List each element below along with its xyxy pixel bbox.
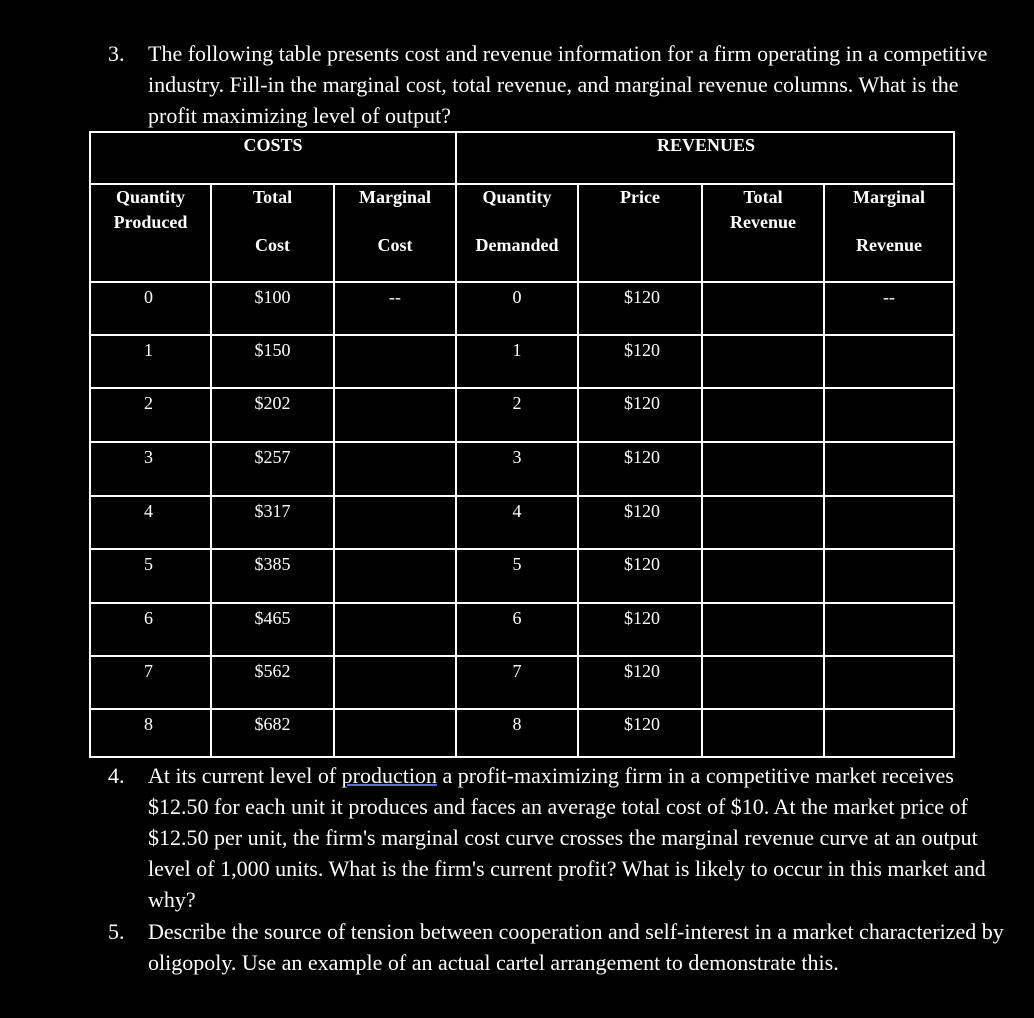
table-cell-tc: $100 [254, 287, 291, 307]
table-cell-mc: -- [389, 287, 401, 307]
table-cell-qp: 6 [144, 608, 153, 628]
table-cell-qd: 0 [512, 287, 522, 307]
header-marginal-cost: Marginal Cost [359, 187, 431, 255]
table-cell-price: $120 [624, 608, 660, 628]
table-cell-qd: 4 [512, 501, 522, 521]
header-quantity-produced: Quantity Produced [113, 187, 188, 232]
grid-line [823, 183, 825, 756]
header-price: Price [620, 187, 660, 207]
grid-line [333, 183, 335, 756]
spellcheck-underlined-word: production [341, 763, 437, 788]
table-cell-qd: 6 [512, 608, 522, 628]
header-quantity-demanded: Quantity Demanded [475, 187, 559, 255]
table-cell-mr: -- [883, 287, 895, 307]
table-cell-price: $120 [624, 393, 660, 413]
table-cell-qp: 0 [144, 287, 153, 307]
table-cell-price: $120 [624, 287, 660, 307]
table-cell-tc: $385 [254, 554, 291, 574]
table-cell-price: $120 [624, 447, 660, 467]
question-5 [108, 916, 1008, 978]
grid-line [577, 183, 579, 756]
question-3-text: The following table presents cost and revenue information for a firm operating in a competitive industry. Fill-in the marginal cost, total revenue, and marginal revenue columns. What is the profit maximizing level of output? [148, 41, 988, 128]
table-cell-tc: $150 [254, 340, 291, 360]
question-4-number: 4. [108, 763, 125, 788]
question-4-text: At its current level of production a profit-maximizing firm in a competitive market receives $12.50 for each unit it produces and faces an average total cost of $10. At the market price of $12.50 per unit, the firm's marginal cost curve crosses the marginal revenue curve at an output level of 1,000 units. What is the firm's current profit? What is likely to occur in this market and why? [148, 763, 986, 912]
question-3-number: 3. [108, 41, 125, 66]
table-cell-qd: 1 [512, 340, 522, 360]
table-cell-qd: 5 [512, 554, 522, 574]
table-cell-qp: 8 [144, 714, 153, 734]
table-cell-qd: 2 [512, 393, 522, 413]
question-3 [108, 38, 1008, 131]
table-cell-qp: 3 [144, 447, 153, 467]
question-5-number: 5. [108, 919, 125, 944]
table-cell-qd: 7 [512, 661, 522, 681]
table-cell-qd: 3 [512, 447, 522, 467]
table-cell-qp: 5 [144, 554, 153, 574]
header-total-cost: Total Cost [252, 187, 293, 255]
table-cell-qd: 8 [512, 714, 522, 734]
table-cell-price: $120 [624, 501, 660, 521]
table-cell-qp: 1 [144, 340, 153, 360]
revenues-group-label: REVENUES [656, 135, 756, 155]
table-cell-qp: 4 [144, 501, 153, 521]
costs-group-label: COSTS [243, 135, 303, 155]
table-cell-tc: $317 [254, 501, 291, 521]
table-cell-price: $120 [624, 661, 660, 681]
header-total-revenue: Total Revenue [730, 187, 796, 232]
table-cell-qp: 2 [144, 393, 153, 413]
table-cell-qp: 7 [144, 661, 153, 681]
table-cell-tc: $202 [254, 393, 291, 413]
table-cell-tc: $562 [254, 661, 291, 681]
table-cell-price: $120 [624, 340, 660, 360]
cost-revenue-table [89, 131, 955, 758]
question-4 [108, 760, 1008, 915]
question-5-text: Describe the source of tension between cooperation and self-interest in a market characterized by oligopoly. Use an example of an actual cartel arrangement to demonstrate this. [148, 919, 1004, 975]
header-marginal-revenue: Marginal Revenue [853, 187, 925, 255]
table-cell-tc: $465 [254, 608, 291, 628]
table-cell-price: $120 [624, 714, 660, 734]
table-cell-tc: $257 [254, 447, 291, 467]
table-cell-tc: $682 [254, 714, 291, 734]
table-cell-price: $120 [624, 554, 660, 574]
